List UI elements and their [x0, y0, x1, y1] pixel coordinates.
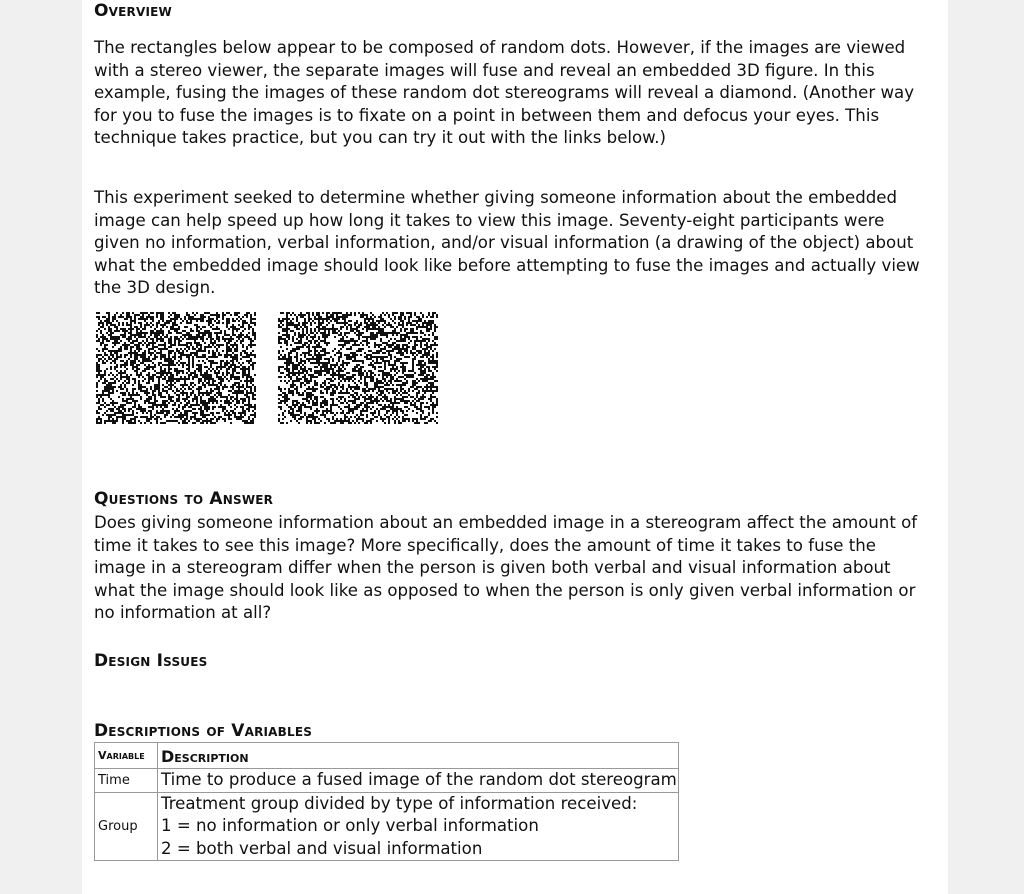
overview-heading: Overview	[94, 1, 172, 21]
stereogram-left-image	[96, 312, 256, 424]
variables-table	[94, 742, 679, 861]
variable-name-cell: Time	[95, 769, 158, 793]
design-issues-heading: Design Issues	[94, 651, 208, 671]
overview-paragraph-2: This experiment seeked to determine whether giving someone information about the embedded image can help speed up how long it takes to view this image. Seventy-eight participants were given no information, verbal information, and/or visual information (a drawing of the object) about what the embedded image should look like before attempting to fuse the images and actually view the 3D design.	[94, 188, 920, 298]
questions-paragraph: Does giving someone information about an embedded image in a stereogram affect the amount of time it takes to see this image? More specifically, does the amount of time it takes to fuse the image in a stereogram differ when the person is given both verbal and visual information about what the image should look like as opposed to when the person is only given verbal information or no information at all?	[94, 513, 918, 623]
variables-table-header-row	[95, 743, 679, 769]
overview-paragraph-1: The rectangles below appear to be composed of random dots. However, if the images are viewed with a stereo viewer, the separate images will fuse and reveal an embedded 3D figure. In this example, fusing the images of these random dot stereograms will reveal a diamond. (Another way for you to fuse the images is to fixate on a point in between them and defocus your eyes. This technique takes practice, but you can try it out with the links below.)	[94, 38, 915, 148]
table-row	[95, 792, 679, 861]
table-row	[95, 769, 679, 793]
description-line: Treatment group divided by type of information received:	[161, 793, 638, 813]
description-column-header: Description	[158, 743, 679, 769]
variables-heading: Descriptions of Variables	[94, 721, 313, 741]
description-line: 1 = no information or only verbal information	[161, 816, 539, 835]
description-line: Time to produce a fused image of the random dot stereogram	[161, 770, 677, 789]
variable-description-cell	[158, 769, 679, 793]
stereogram-right-image	[278, 312, 438, 424]
variable-name-cell: Group	[95, 792, 158, 861]
document-page	[82, 0, 948, 894]
variable-description-cell	[158, 792, 679, 861]
description-line: 2 = both verbal and visual information	[161, 838, 483, 858]
variable-column-header: Variable	[95, 743, 158, 769]
questions-heading: Questions to Answer	[94, 489, 274, 509]
